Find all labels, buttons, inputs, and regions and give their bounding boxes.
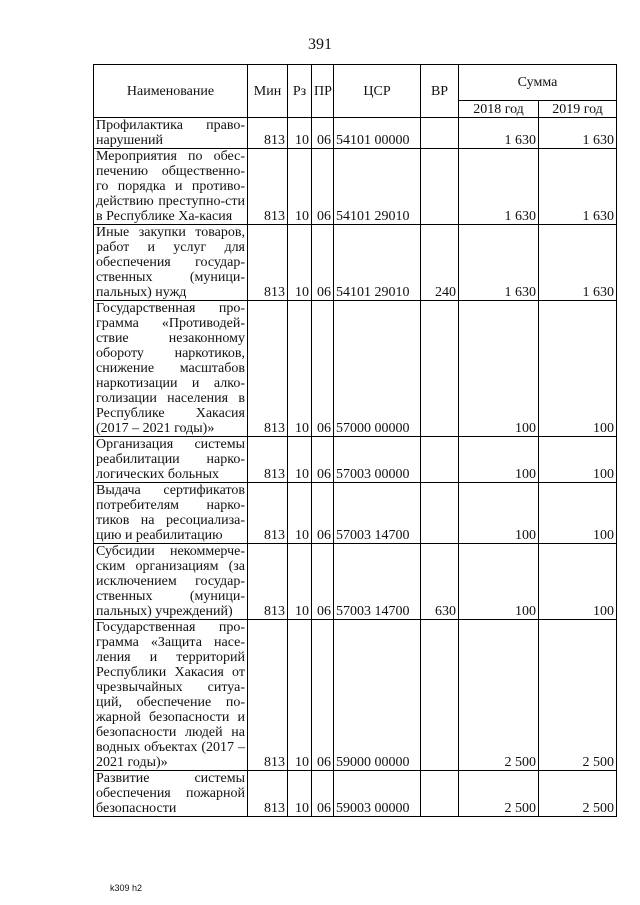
cell-2018: 100 xyxy=(459,301,539,437)
cell-min: 813 xyxy=(248,483,288,544)
cell-2019: 100 xyxy=(539,483,617,544)
cell-csr: 59000 00000 xyxy=(334,620,421,771)
cell-pr: 06 xyxy=(312,771,334,817)
budget-table xyxy=(93,64,617,817)
cell-name: Развитие системы обеспечения пожарной безопасности xyxy=(94,771,248,817)
cell-min: 813 xyxy=(248,544,288,620)
header-sum: Сумма xyxy=(459,65,617,101)
cell-csr: 54101 29010 xyxy=(334,149,421,225)
footer-code: k309 h2 xyxy=(110,883,143,893)
cell-rz: 10 xyxy=(288,149,312,225)
cell-vr xyxy=(421,301,459,437)
cell-2019: 2 500 xyxy=(539,771,617,817)
cell-pr: 06 xyxy=(312,301,334,437)
cell-vr xyxy=(421,620,459,771)
table-body xyxy=(94,118,617,817)
table-row xyxy=(94,437,617,483)
header-rz: Рз xyxy=(288,65,312,118)
cell-2019: 100 xyxy=(539,301,617,437)
cell-csr: 57003 00000 xyxy=(334,437,421,483)
cell-name: Иные закупки товаров, работ и услуг для обеспечения государ-ственных (муници-пальных) нужд xyxy=(94,225,248,301)
cell-2019: 100 xyxy=(539,437,617,483)
cell-2018: 2 500 xyxy=(459,620,539,771)
cell-min: 813 xyxy=(248,437,288,483)
cell-2018: 1 630 xyxy=(459,149,539,225)
table-row xyxy=(94,118,617,149)
cell-vr xyxy=(421,118,459,149)
cell-min: 813 xyxy=(248,301,288,437)
cell-name: Выдача сертификатов потребителям нарко-тиков на ресоциализа-цию и реабилитацию xyxy=(94,483,248,544)
cell-csr: 57003 14700 xyxy=(334,483,421,544)
table-row xyxy=(94,620,617,771)
cell-pr: 06 xyxy=(312,118,334,149)
cell-2018: 1 630 xyxy=(459,225,539,301)
cell-min: 813 xyxy=(248,771,288,817)
cell-name: Организация системы реабилитации нарко-логических больных xyxy=(94,437,248,483)
header-csr: ЦСР xyxy=(334,65,421,118)
cell-min: 813 xyxy=(248,149,288,225)
cell-rz: 10 xyxy=(288,225,312,301)
table-row xyxy=(94,149,617,225)
cell-min: 813 xyxy=(248,225,288,301)
cell-2018: 2 500 xyxy=(459,771,539,817)
cell-csr: 57000 00000 xyxy=(334,301,421,437)
cell-csr: 57003 14700 xyxy=(334,544,421,620)
cell-pr: 06 xyxy=(312,483,334,544)
header-2019: 2019 год xyxy=(539,101,617,118)
cell-rz: 10 xyxy=(288,483,312,544)
cell-2018: 100 xyxy=(459,483,539,544)
cell-pr: 06 xyxy=(312,620,334,771)
cell-min: 813 xyxy=(248,620,288,771)
table-row xyxy=(94,544,617,620)
cell-2018: 1 630 xyxy=(459,118,539,149)
table-row xyxy=(94,225,617,301)
cell-vr: 630 xyxy=(421,544,459,620)
cell-vr xyxy=(421,149,459,225)
cell-2019: 2 500 xyxy=(539,620,617,771)
cell-2019: 1 630 xyxy=(539,225,617,301)
cell-pr: 06 xyxy=(312,544,334,620)
cell-rz: 10 xyxy=(288,620,312,771)
cell-min: 813 xyxy=(248,118,288,149)
cell-name: Профилактика право-нарушений xyxy=(94,118,248,149)
cell-2019: 1 630 xyxy=(539,149,617,225)
cell-name: Субсидии некоммерче-ским организациям (за исключением государ-ственных (муници-пальных) учреждений) xyxy=(94,544,248,620)
cell-2018: 100 xyxy=(459,544,539,620)
cell-2018: 100 xyxy=(459,437,539,483)
cell-2019: 1 630 xyxy=(539,118,617,149)
cell-rz: 10 xyxy=(288,118,312,149)
page-number: 391 xyxy=(308,36,332,53)
header-pr: ПР xyxy=(312,65,334,118)
header-2018: 2018 год xyxy=(459,101,539,118)
cell-rz: 10 xyxy=(288,437,312,483)
cell-name: Государственная про-грамма «Защита насе-ления и территорий Республики Хакасия от чрезвычайных ситуа-ций, обеспечение по-жарной безопасности и безопасности людей на водных объектах (2017 – 2021 годы)» xyxy=(94,620,248,771)
cell-rz: 10 xyxy=(288,301,312,437)
cell-csr: 59003 00000 xyxy=(334,771,421,817)
cell-vr xyxy=(421,437,459,483)
table-row xyxy=(94,771,617,817)
cell-name: Государственная про-грамма «Противодей-ствие незаконному обороту наркотиков, снижение масштабов наркотизации и алко-голизации населения в Республике Хакасия (2017 – 2021 годы)» xyxy=(94,301,248,437)
cell-name: Мероприятия по обес-печению общественно-го порядка и противо-действию преступно-сти в Республике Ха-касия xyxy=(94,149,248,225)
cell-vr xyxy=(421,771,459,817)
cell-vr: 240 xyxy=(421,225,459,301)
cell-pr: 06 xyxy=(312,437,334,483)
cell-pr: 06 xyxy=(312,149,334,225)
cell-rz: 10 xyxy=(288,771,312,817)
cell-2019: 100 xyxy=(539,544,617,620)
header-min: Мин xyxy=(248,65,288,118)
table-row xyxy=(94,301,617,437)
header-vr: ВР xyxy=(421,65,459,118)
cell-csr: 54101 00000 xyxy=(334,118,421,149)
cell-csr: 54101 29010 xyxy=(334,225,421,301)
cell-rz: 10 xyxy=(288,544,312,620)
header-name: Наименование xyxy=(94,65,248,118)
cell-vr xyxy=(421,483,459,544)
cell-pr: 06 xyxy=(312,225,334,301)
table-row xyxy=(94,483,617,544)
